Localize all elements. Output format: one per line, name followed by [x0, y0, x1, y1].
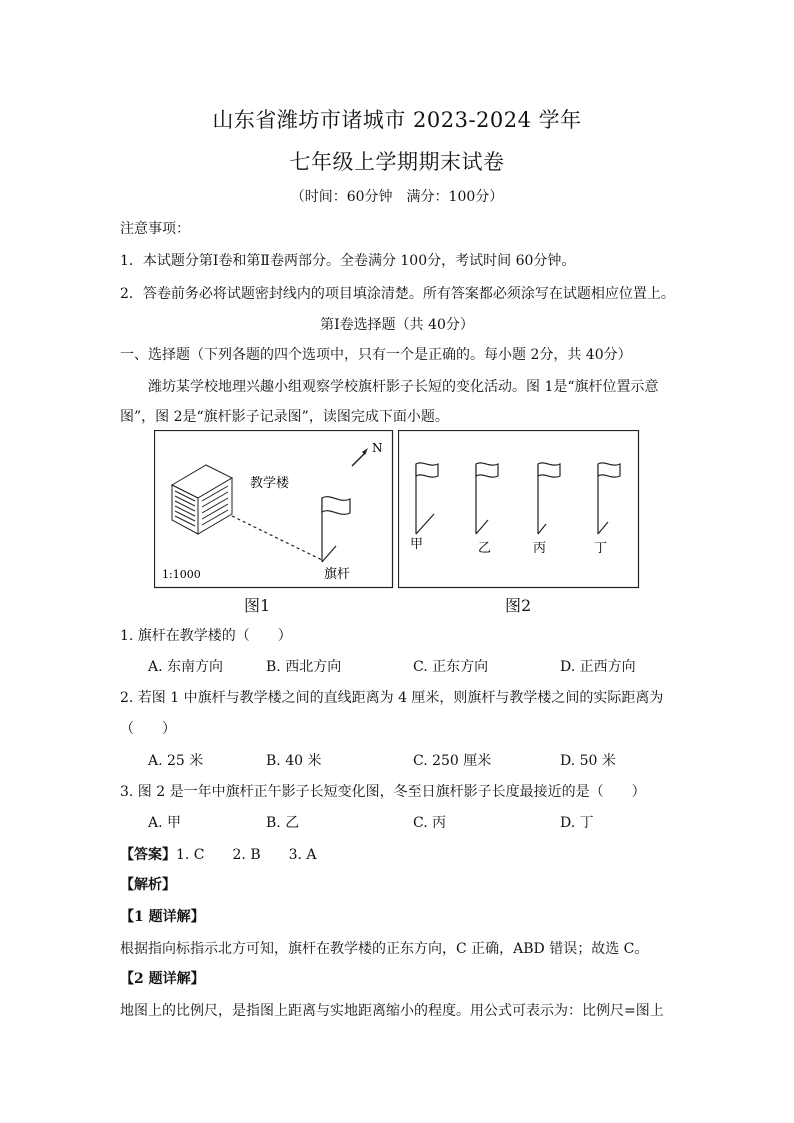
- figure-2-caption: 图2: [505, 596, 532, 615]
- notes-item-2: 2．答卷前务必将试题密封线内的项目填涂清楚。所有答案都必须涂写在试题相应位置上。: [120, 286, 675, 302]
- north-label: N: [372, 441, 383, 455]
- question-3-option-c: C. 丙: [413, 815, 447, 831]
- analysis-q1-heading: 【1 题详解】: [120, 909, 205, 925]
- question-2-option-b: B. 40 米: [266, 753, 322, 769]
- answer-label: 【答案】: [120, 847, 176, 863]
- building-label: 教学楼: [250, 476, 290, 491]
- analysis-heading: 【解析】: [120, 877, 176, 893]
- answer-row: [120, 844, 317, 864]
- analysis-q2-text: 地图上的比例尺，是指图上距离与实地距离缩小的程度。用公式可表示为：比例尺=图上: [120, 1003, 664, 1019]
- exam-title-line1: 山东省潍坊市诸城市 2023-2024 学年: [212, 108, 582, 132]
- scale-label: 1:1000: [162, 568, 201, 581]
- question-2-option-d: D. 50 米: [560, 753, 616, 769]
- question-1-option-b: B. 西北方向: [266, 659, 342, 675]
- section-title: 第Ⅰ卷选择题（共 40分）: [320, 317, 474, 333]
- question-2-stem-cont: （ ）: [120, 721, 176, 737]
- shadow-label-jia: 甲: [410, 537, 424, 552]
- analysis-q2-heading: 【2 题详解】: [120, 971, 205, 987]
- figure-1: [154, 430, 394, 590]
- question-2-option-c: C. 250 厘米: [413, 753, 492, 769]
- figure-2: [398, 430, 640, 590]
- notes-heading: 注意事项：: [120, 221, 190, 237]
- question-3-stem: 3. 图 2 是一年中旗杆正午影子长短变化图，冬至日旗杆影子长度最接近的是（ ）: [120, 784, 646, 800]
- question-3-option-b: B. 乙: [266, 815, 300, 831]
- notes-item-1: 1．本试题分第Ⅰ卷和第Ⅱ卷两部分。全卷满分 100分，考试时间 60分钟。: [120, 253, 576, 269]
- intro-line-2: 图”，图 2是“旗杆影子记录图”，读图完成下面小题。: [120, 409, 449, 425]
- question-2-stem: 2. 若图 1 中旗杆与教学楼之间的直线距离为 4 厘米，则旗杆与教学楼之间的实际距离为: [120, 690, 664, 706]
- shadow-label-yi: 乙: [478, 541, 492, 556]
- question-1-stem: 1. 旗杆在教学楼的（ ）: [120, 628, 292, 644]
- question-1-option-d: D. 正西方向: [560, 659, 636, 675]
- exam-title-line2: 七年级上学期期末试卷: [289, 150, 505, 174]
- question-1-option-a: A. 东南方向: [148, 659, 224, 675]
- flag-label: 旗杆: [324, 567, 351, 582]
- intro-line-1: 潍坊某学校地理兴趣小组观察学校旗杆影子长短的变化活动。图 1是“旗杆位置示意: [148, 379, 659, 395]
- shadow-label-ding: 丁: [594, 541, 608, 556]
- figure-1-caption: 图1: [244, 596, 271, 615]
- analysis-q1-text: 根据指向标指示北方可知，旗杆在教学楼的正东方向，C 正确，ABD 错误；故选 C。: [120, 941, 649, 957]
- section-part: 一、选择题（下列各题的四个选项中，只有一个是正确的。每小题 2分，共 40分）: [120, 347, 632, 363]
- shadow-label-bing: 丙: [533, 541, 547, 556]
- question-3-option-a: A. 甲: [148, 815, 182, 831]
- time-info: （时间：60分钟 满分：100分）: [290, 189, 504, 205]
- answer-value: 1. C 2. B 3. A: [176, 847, 317, 863]
- question-2-option-a: A. 25 米: [148, 753, 204, 769]
- figure-2-frame: [399, 431, 639, 588]
- question-1-option-c: C. 正东方向: [413, 659, 489, 675]
- question-3-option-d: D. 丁: [560, 815, 594, 831]
